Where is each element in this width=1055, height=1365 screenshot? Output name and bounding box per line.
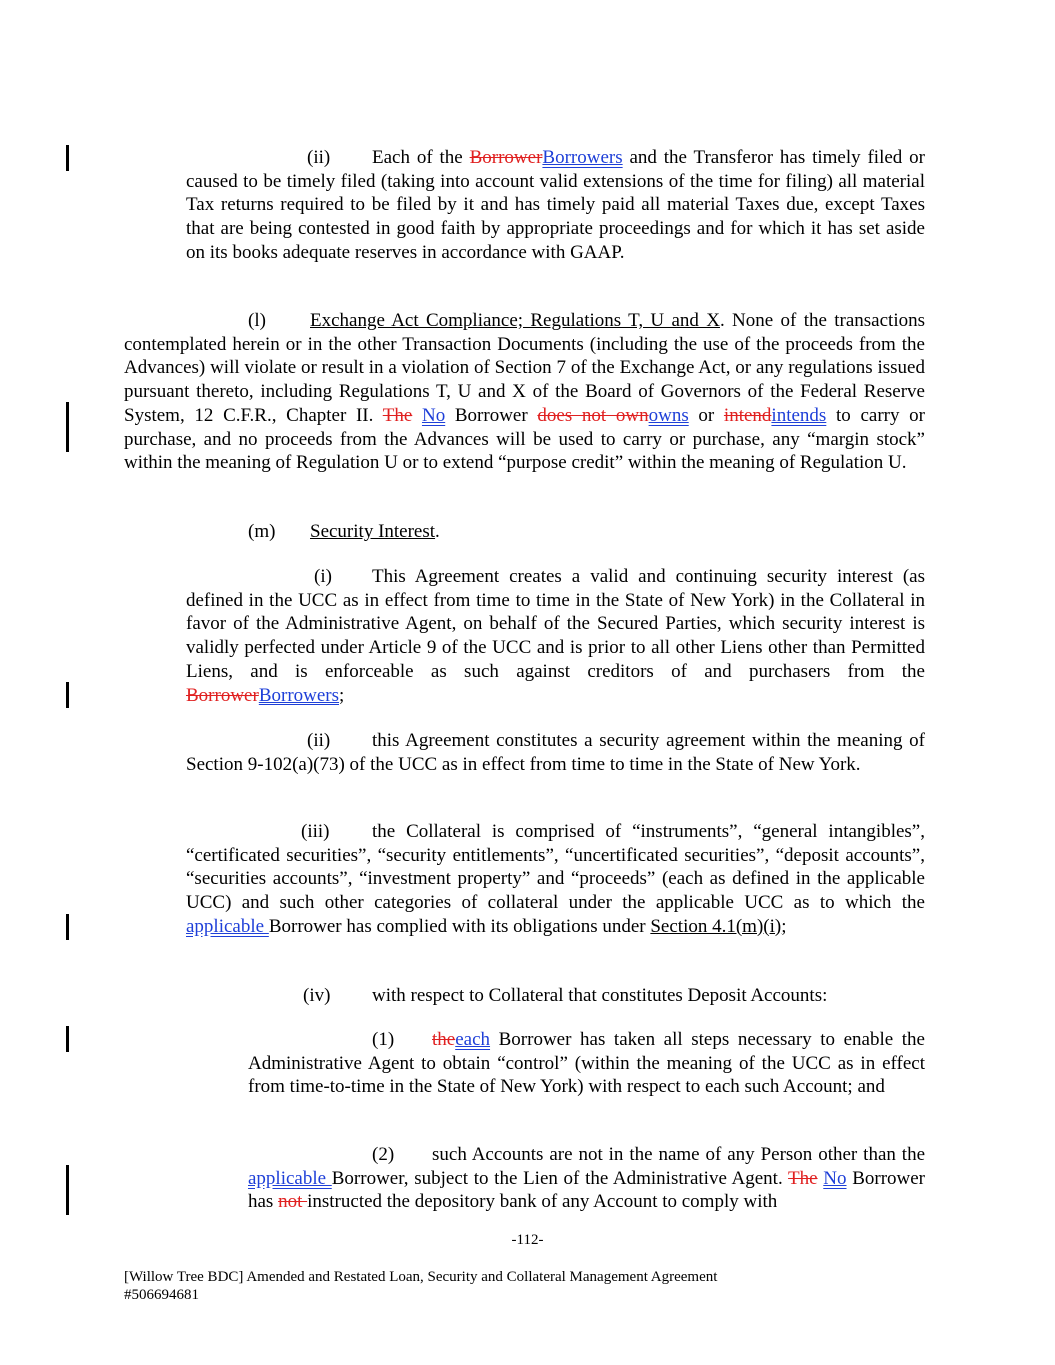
deleted-text: The [788,1167,818,1189]
section-heading: Security Interest [310,521,436,542]
paragraph-label: (i) [314,566,332,587]
document-id: #506694681 [124,1287,199,1303]
paragraph-m: (m) Security Interest. [248,521,440,542]
paragraph-l: (l) Exchange Act Compliance; Regulations T, U and X. None of the transactions contemplated herein or in the other Transaction Documents (including the use of the proceeds from the Advances) will violate or result in a violation of Section 7 of the Exchange Act, or any regulations issued pursuant thereto, including Regulations T, U and X of the Board of Governors of the Federal Reserve System, 12 C.F.R., Chapter II. The No Borrower does not ownowns or intendintends to carry or purchase, and no proceeds from the Advances will be used to carry or purchase, any “margin stock” within the meaning of Regulation U or to extend “purpose credit” within the meaning of Regulation U. [124,310,925,474]
page-number: -112- [511,1232,544,1248]
paragraph-m-ii: (ii) this Agreement constitutes a security agreement within the meaning of Section 9-102(a)(73) of the UCC as in effect from time to time in the State of New York. [186,730,925,775]
change-bar [66,1165,69,1215]
paragraph-label: (ii) [307,147,331,168]
paragraph-label: (1) [372,1029,395,1050]
inserted-text: each [455,1029,491,1050]
paragraph-label: (m) [248,521,276,542]
paragraph-m-iii: (iii) the Collateral is comprised of “instruments”, “general intangibles”, “certificated securities”, “security entitlements”, “uncertificated securities”, “deposit accounts”, “securities accounts”, “investment property” and “proceeds” (each as defined in the applicable UCC) and such other categories of collateral under the applicable UCC as to which the applicable Borrower has complied with its obligations under Section 4.1(m)(i); [186,821,925,937]
document-title: [Willow Tree BDC] Amended and Restated Loan, Security and Collateral Management Agreement [124,1269,718,1285]
document-footer [124,1268,717,1304]
change-bar [66,402,69,452]
deleted-text: Borrower [186,684,259,706]
inserted-text: intends [771,404,827,426]
change-bar [66,914,69,940]
inserted-text: applicable [186,915,269,937]
inserted-text: No [823,1167,847,1189]
paragraph-m-i: (i) This Agreement creates a valid and continuing security interest (as defined in the UCC as in effect from time to time in the State of New York) in the Collateral in favor of the Administrative Agent, on behalf of the Secured Parties, which security interest is validly perfected under Article 9 of the UCC and is prior to all other Liens other than Permitted Liens, and is enforceable as such against creditors of and purchasers from the BorrowerBorrowers; [186,566,925,706]
inserted-text: owns [648,404,689,426]
section-heading: Exchange Act Compliance; Regulations T, U and X [310,310,720,331]
deleted-text: The [382,404,413,426]
paragraph-iv-1: (1) theeach Borrower has taken all steps necessary to enable the Administrative Agent to obtain “control” (within the meaning of the UCC as in effect from time-to-time in the State of New York) with respect to each such Account; and [248,1029,925,1098]
deleted-text: not [278,1191,308,1213]
deleted-text: Borrower [469,147,543,168]
deleted-text: does not own [537,404,649,426]
paragraph-label: (2) [372,1144,395,1165]
paragraph-label: (l) [248,310,266,331]
paragraph-label: (iv) [303,985,331,1006]
inserted-text: No [421,404,446,426]
paragraph-label: (iii) [301,821,330,842]
deleted-text: intend [723,404,772,426]
change-bar [66,1026,69,1052]
paragraph-k-ii: (ii) Each of the BorrowerBorrowers and the Transferor has timely filed or caused to be timely filed (taking into account valid extensions of the time for filing) all material Tax returns required to be filed by it and has timely paid all material Taxes due, except Taxes that are being contested in good faith by appropriate proceedings and for which it has set aside on its books adequate reserves in accordance with GAAP. [186,147,925,263]
section-reference: Section 4.1(m)(i) [650,915,782,937]
deleted-text: the [432,1029,456,1050]
paragraph-iv-2: (2) such Accounts are not in the name of any Person other than the applicable Borrower, subject to the Lien of the Administrative Agent. The No Borrower has not instructed the depository bank of any Account to comply with [248,1144,926,1213]
paragraph-m-iv: (iv) with respect to Collateral that constitutes Deposit Accounts: [303,985,828,1006]
change-bar [66,682,69,708]
inserted-text: applicable [248,1167,332,1189]
paragraph-label: (ii) [307,730,331,751]
inserted-text: Borrowers [542,147,623,168]
change-bar [66,145,69,171]
inserted-text: Borrowers [258,684,340,706]
